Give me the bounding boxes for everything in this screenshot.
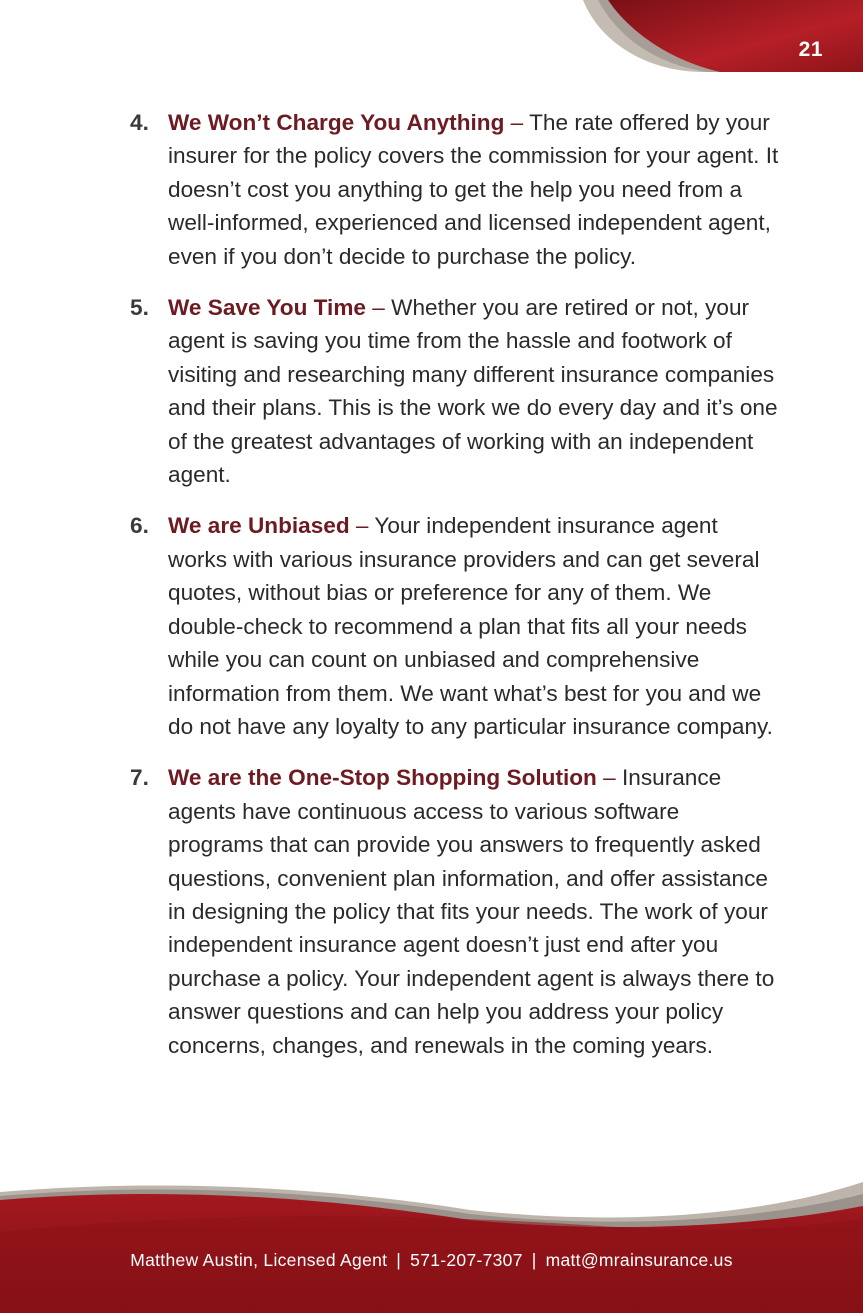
footer-agent-name: Matthew Austin, Licensed Agent	[130, 1250, 388, 1270]
item-title: We are the One-Stop Shopping Solution	[168, 765, 597, 791]
item-body: Insurance agents have continuous access to various software programs that can provide you answers to frequently asked questions, convenient plan information, and offer assistance in designing the policy that fits your needs. The work of your independent insurance agent doesn’t just end after you purchase a policy. Your independent agent is always there to answer questions and can help you address your policy concerns, changes, and renewals in the coming years.	[168, 765, 775, 1058]
top-corner-swoosh	[0, 0, 863, 80]
item-number: 5.	[130, 295, 149, 321]
list-item	[130, 106, 780, 273]
list-item	[130, 509, 780, 743]
item-number: 7.	[130, 765, 149, 791]
footer-separator: |	[396, 1250, 402, 1270]
item-dash: –	[349, 513, 375, 539]
item-number: 6.	[130, 513, 149, 539]
item-number: 4.	[130, 110, 149, 135]
item-dash: –	[504, 110, 530, 135]
item-body: Whether you are retired or not, your agent is saving you time from the hassle and footwork of visiting and researching many different insurance companies and their plans. This is the work we do every day and it’s one of the greatest advantages of working with an independent agent.	[168, 295, 778, 488]
footer-wave	[0, 1170, 863, 1313]
item-body: The rate offered by your insurer for the policy covers the commission for your agent. It doesn’t cost you anything to get the help you need from a well-informed, experienced and licensed independent agent, even if you don’t decide to purchase the policy.	[168, 110, 779, 269]
item-dash: –	[596, 765, 622, 791]
item-title: We Save You Time	[168, 295, 366, 321]
item-body: Your independent insurance agent works with various insurance providers and can get several quotes, without bias or preference for any of them. We double-check to recommend a plan that fits all your needs while you can count on unbiased and comprehensive information from them. We want what’s best for you and we do not have any loyalty to any particular insurance company.	[168, 513, 773, 739]
item-title: We Won’t Charge You Anything	[168, 110, 505, 135]
footer-separator: |	[531, 1250, 537, 1270]
item-title: We are Unbiased	[168, 513, 350, 539]
list-item	[130, 761, 780, 1062]
footer-contact	[0, 1250, 863, 1271]
item-dash: –	[366, 295, 392, 321]
list-item	[130, 291, 780, 491]
benefits-list	[130, 106, 780, 1080]
footer-email: matt@mrainsurance.us	[545, 1250, 733, 1270]
footer-phone: 571-207-7307	[410, 1250, 523, 1270]
page-number: 21	[798, 38, 823, 61]
